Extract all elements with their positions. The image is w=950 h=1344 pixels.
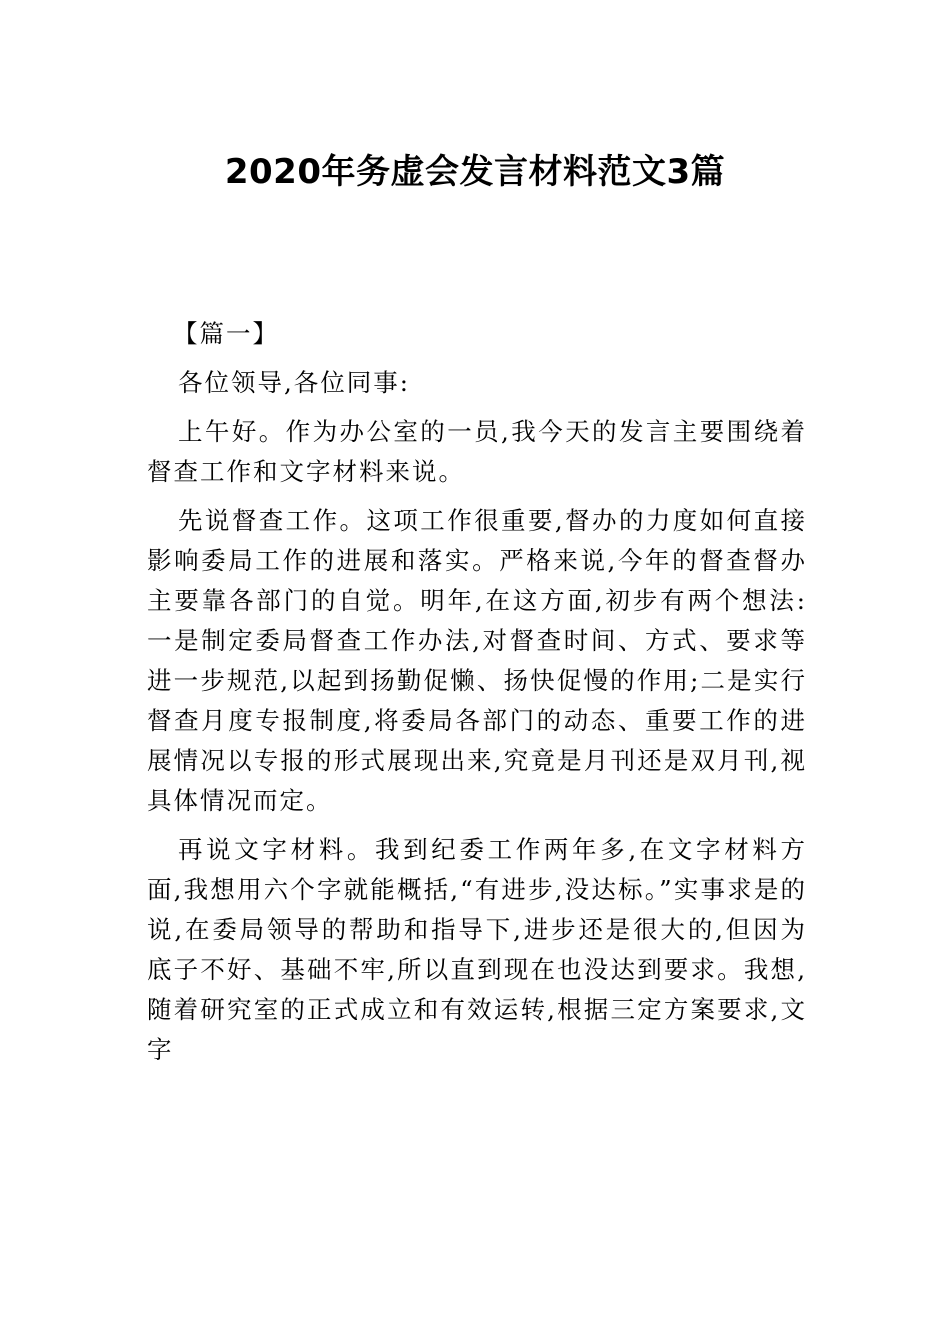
document-title: 2020年务虚会发言材料范文3篇 <box>224 152 726 192</box>
paragraph-writing: 再说文字材料。我到纪委工作两年多,在文字材料方面,我想用六个字就能概括,“有进步,没达标。”实事求是的说,在委局领导的帮助和指导下,进步还是很大的,但因为底子不好、基础不牢,所以直到现在也没达到要求。我想,随着研究室的正式成立和有效运转,根据三定方案要求,文字 <box>147 835 807 1064</box>
paragraph-greeting: 各位领导,各位同事: <box>178 368 411 397</box>
section-label: 【篇一】 <box>173 319 279 348</box>
document-body <box>147 314 807 1079</box>
paragraph-intro: 上午好。作为办公室的一员,我今天的发言主要围绕着督查工作和文字材料来说。 <box>147 417 807 486</box>
paragraph-supervision: 先说督查工作。这项工作很重要,督办的力度如何直接影响委局工作的进展和落实。严格来说,今年的督查督办主要靠各部门的自觉。明年,在这方面,初步有两个想法:一是制定委局督查工作办法,对督查时间、方式、要求等进一步规范,以起到扬勤促懒、扬快促慢的作用;二是实行督查月度专报制度,将委局各部门的动态、重要工作的进展情况以专报的形式展现出来,究竟是月刊还是双月刊,视具体情况而定。 <box>147 506 807 815</box>
